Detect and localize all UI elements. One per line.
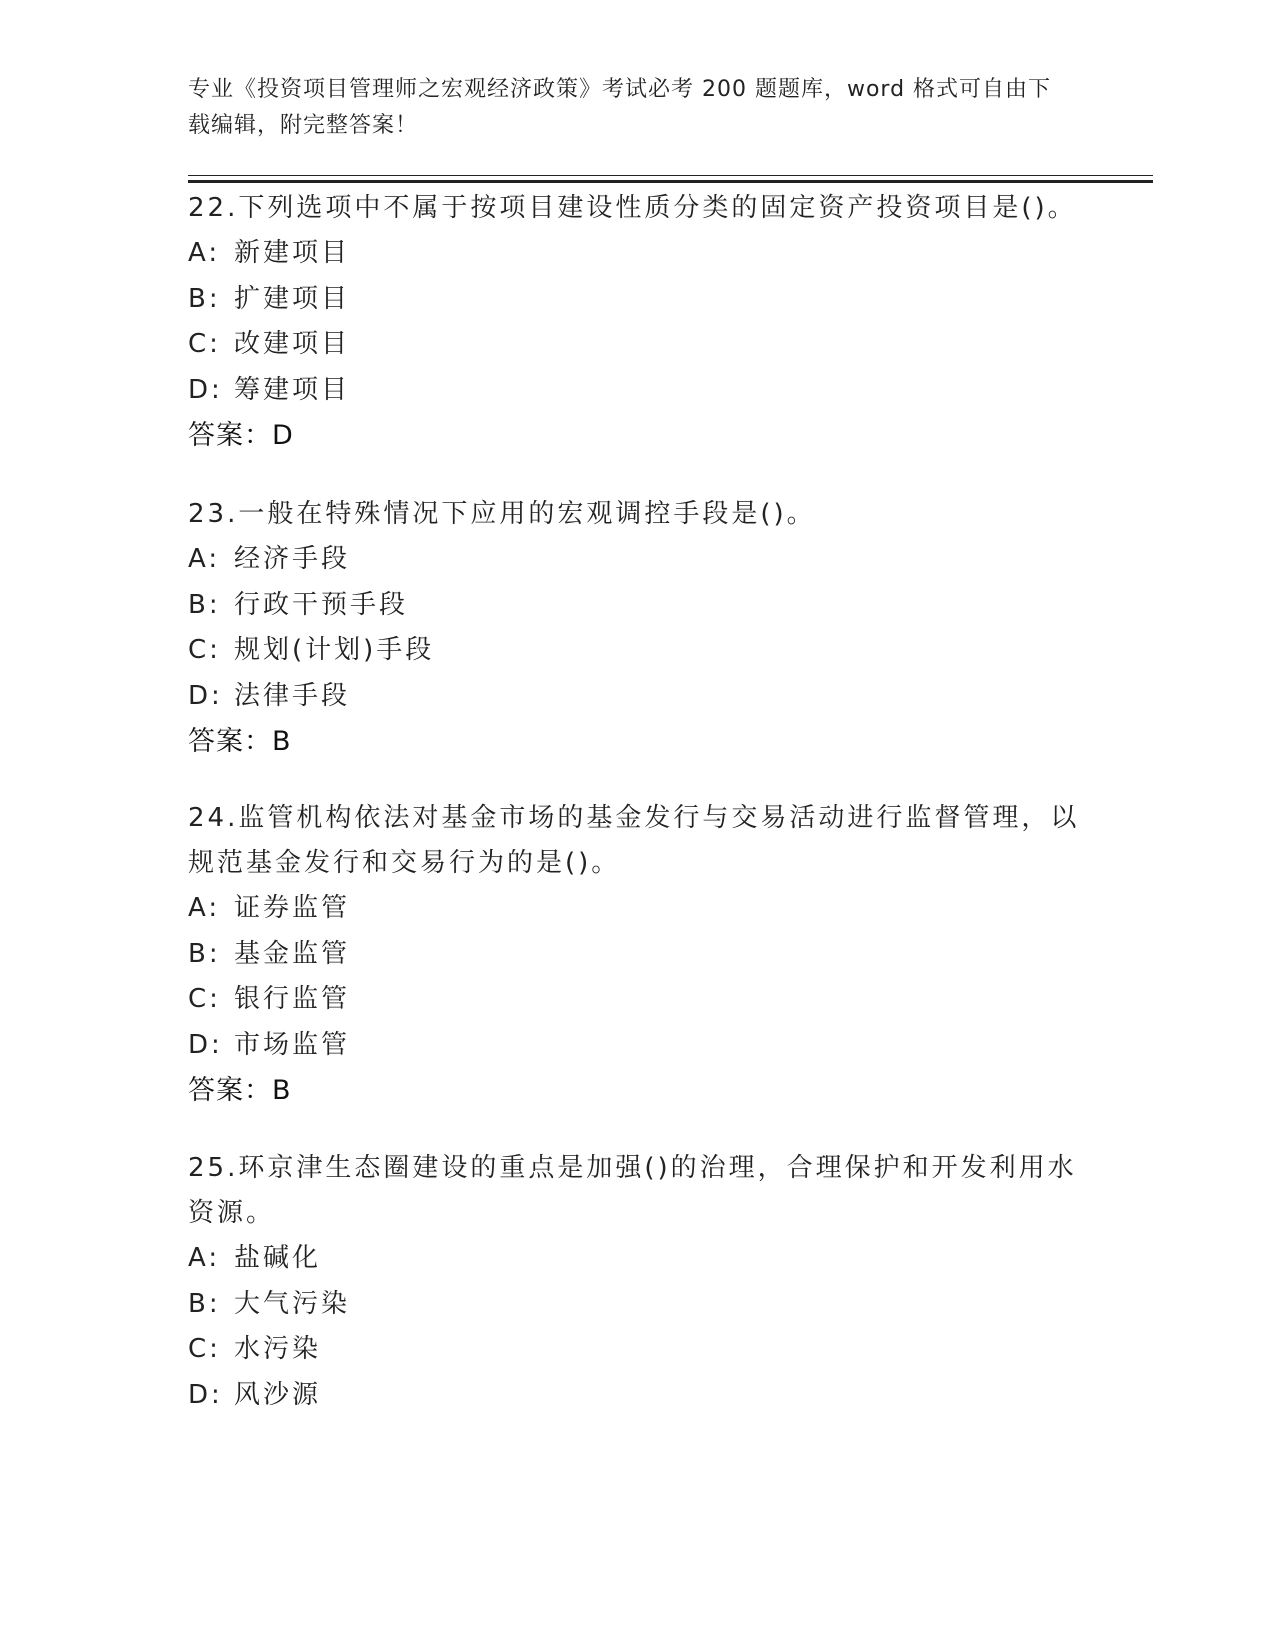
option-b: B: 扩建项目 xyxy=(188,283,351,314)
question-25 xyxy=(188,1146,1088,1418)
option-c: C: 改建项目 xyxy=(188,329,351,359)
header-divider-thick xyxy=(188,180,1153,183)
option-a: A: 证券监管 xyxy=(188,893,351,923)
option-c: C: 银行监管 xyxy=(188,984,351,1014)
option-a: A: 经济手段 xyxy=(188,544,351,574)
option-c: C: 规划(计划)手段 xyxy=(188,635,435,665)
question-stem: 25.环京津生态圈建设的重点是加强()的治理，合理保护和开发利用水资源。 xyxy=(188,1153,1077,1228)
option-d: D: 筹建项目 xyxy=(188,374,351,405)
option-a: A: 盐碱化 xyxy=(188,1243,322,1273)
option-d: D: 市场监管 xyxy=(188,1029,351,1060)
option-d: D: 法律手段 xyxy=(188,680,351,711)
option-b: B: 基金监管 xyxy=(188,938,351,969)
question-stem: 24.监管机构依法对基金市场的基金发行与交易活动进行监督管理，以规范基金发行和交易行为的是()。 xyxy=(188,803,1080,878)
question-stem: 23.一般在特殊情况下应用的宏观调控手段是()。 xyxy=(188,499,816,529)
question-stem: 22.下列选项中不属于按项目建设性质分类的固定资产投资项目是()。 xyxy=(188,193,1077,223)
document-header: 专业《投资项目管理师之宏观经济政策》考试必考 200 题题库，word 格式可自由下载编辑，附完整答案！ xyxy=(188,77,1052,138)
option-c: C: 水污染 xyxy=(188,1334,322,1364)
option-a: A: 新建项目 xyxy=(188,238,351,268)
header-divider-thin xyxy=(188,175,1153,176)
option-b: B: 行政干预手段 xyxy=(188,589,409,620)
question-23 xyxy=(188,492,1088,765)
answer-line: 答案：B xyxy=(188,1075,292,1106)
question-22 xyxy=(188,186,1088,459)
option-b: B: 大气污染 xyxy=(188,1288,351,1319)
answer-line: 答案：B xyxy=(188,726,292,757)
option-d: D: 风沙源 xyxy=(188,1379,322,1410)
question-24 xyxy=(188,796,1088,1114)
answer-line: 答案：D xyxy=(188,420,294,451)
